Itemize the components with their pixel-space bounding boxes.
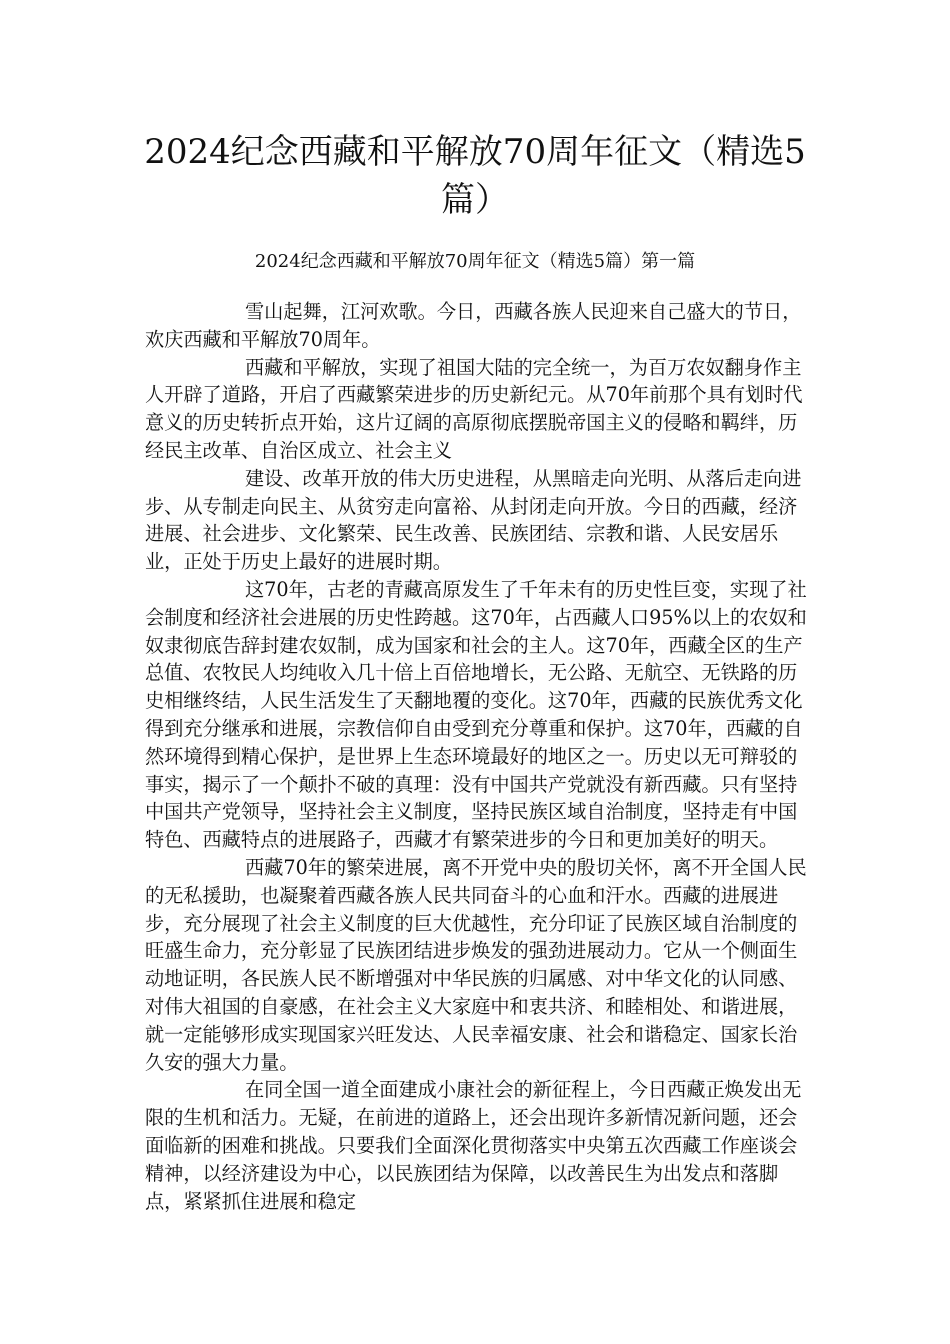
paragraph-6: 在同全国一道全面建成小康社会的新征程上，今日西藏正焕发出无限的生机和活力。无疑，在前进的道路上，还会出现许多新情况新问题，还会面临新的困难和挑战。只要我们全面深化贯彻落实中央第五次西藏工作座谈会精神，以经济建设为中心，以民族团结为保障，以改善民生为出发点和落脚点，紧紧抓住进展和稳定 [145,1078,802,1213]
document-body [145,298,810,1215]
section-heading: 2024纪念西藏和平解放70周年征文（精选5篇）第一篇 [254,251,696,272]
paragraph-3: 建设、改革开放的伟大历史进程，从黑暗走向光明、从落后走向进步、从专制走向民主、从贫穷走向富裕、从封闭走向开放。今日的西藏，经济进展、社会进步、文化繁荣、民生改善、民族团结、宗教和谐、人民安居乐业，正处于历史上最好的进展时期。 [145,466,802,574]
paragraph-5: 西藏70年的繁荣进展，离不开党中央的殷切关怀，离不开全国人民的无私援助，也凝聚着西藏各族人民共同奋斗的心血和汗水。西藏的进展进步，充分展现了社会主义制度的巨大优越性，充分印证了民族区域自治制度的旺盛生命力，充分彰显了民族团结进步焕发的强劲进展动力。它从一个侧面生动地证明，各民族人民不断增强对中华民族的归属感、对中华文化的认同感、对伟大祖国的自豪感，在社会主义大家庭中和衷共济、和睦相处、和谐进展，就一定能够形成实现国家兴旺发达、人民幸福安康、社会和谐稳定、国家长治久安的强大力量。 [145,855,807,1074]
document-title: 2024纪念西藏和平解放70周年征文（精选5篇） [144,132,806,220]
paragraph-4: 这70年，古老的青藏高原发生了千年未有的历史性巨变，实现了社会制度和经济社会进展的历史性跨越。这70年，占西藏人口95%以上的农奴和奴隶彻底告辞封建农奴制，成为国家和社会的主人。这70年，西藏全区的生产总值、农牧民人均纯收入几十倍上百倍地增长，无公路、无航空、无铁路的历史相继终结，人民生活发生了天翻地覆的变化。这70年，西藏的民族优秀文化得到充分继承和进展，宗教信仰自由受到充分尊重和保护。这70年，西藏的自然环境得到精心保护，是世界上生态环境最好的地区之一。历史以无可辩驳的事实，揭示了一个颠扑不破的真理：没有中国共产党就没有新西藏。只有坚持中国共产党领导，坚持社会主义制度，坚持民族区域自治制度，坚持走有中国特色、西藏特点的进展路子，西藏才有繁荣进步的今日和更加美好的明天。 [145,577,807,852]
paragraph-2: 西藏和平解放，实现了祖国大陆的完全统一，为百万农奴翻身作主人开辟了道路，开启了西藏繁荣进步的历史新纪元。从70年前那个具有划时代意义的历史转折点开始，这片辽阔的高原彻底摆脱帝国主义的侵略和羁绊，历经民主改革、自治区成立、社会主义 [145,355,803,462]
paragraph-1: 雪山起舞，江河欢歌。今日，西藏各族人民迎来自己盛大的节日，欢庆西藏和平解放70周年。 [145,300,802,351]
